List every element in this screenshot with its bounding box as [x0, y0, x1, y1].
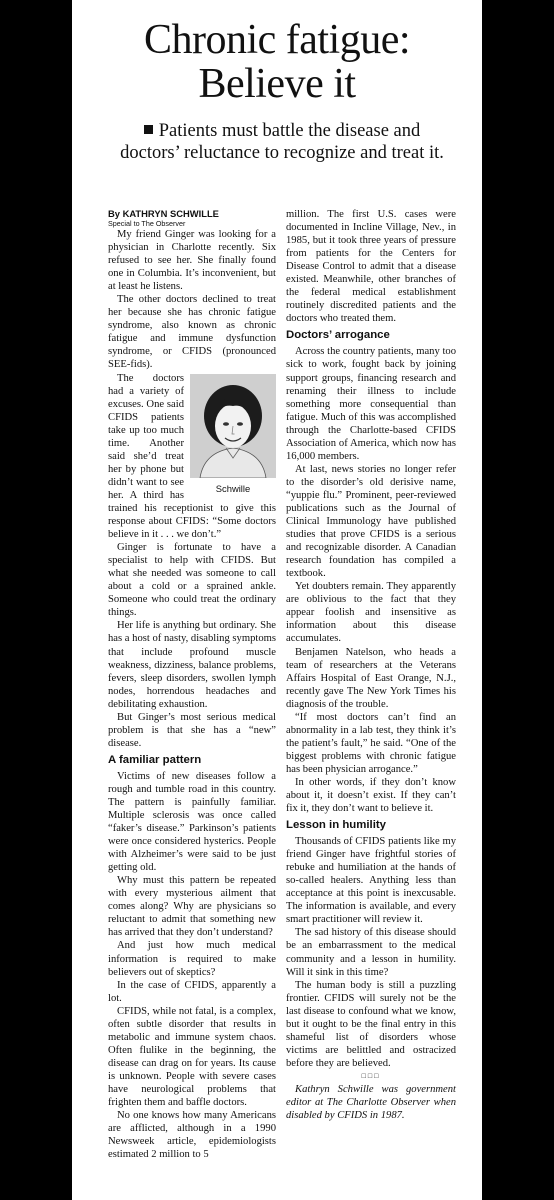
author-photo: [190, 374, 276, 478]
paragraph: “If most doctors can’t find an abnormality in a lab test, they think it’s the patient’s fault,” he said. “One of the biggest problems with chronic fatigue has been physician arrogance.”: [286, 711, 456, 775]
paragraph: The doctors had a variety of excuses. One said CFIDS patients take up too much time. Another said she’d treat her by phone but didn’t want to see her. A third has trained his receptionist to give this response about CFIDS: “Some doctors believe in it . . . we don’t.”: [108, 372, 276, 541]
portrait-image: [190, 374, 276, 478]
paragraph: No one knows how many Americans are afflicted, although in a 1990 Newsweek article, epidemiologists estimated 2 million to 5: [108, 1110, 276, 1161]
photo-caption: Schwille: [215, 482, 251, 494]
author-tagline: Kathryn Schwille was government editor at The Charlotte Observer when disabled by CFIDS in 1987.: [286, 1084, 456, 1122]
deck: [112, 120, 452, 164]
square-bullet-icon: [144, 125, 153, 134]
subhead-doctors-arrogance: Doctors’ arrogance: [286, 329, 390, 342]
paragraph: Ginger is fortunate to have a specialist to help with CFIDS. But what she needed was someone to call about a cold or a sprained ankle. Someone who could treat the ordinary things.: [108, 542, 276, 619]
byline-name: By KATHRYN SCHWILLE: [108, 208, 219, 219]
paragraph: Victims of new diseases follow a rough and tumble road in this country. The pattern is painfully familiar. Multiple sclerosis was once called “faker’s disease.” Parkinson’s patients were once considered hysterics. People with Alzheimer’s were said to be just getting old.: [108, 770, 276, 874]
author-photo-block: [190, 374, 276, 495]
headline-line-1: Chronic fatigue:: [143, 17, 411, 63]
paragraph: At last, news stories no longer refer to the disorder’s old derisive name, “yuppie flu.” Prominent, peer-reviewed publications such as the Journal of Clinical Immunology have published studies that prove CFIDS is a serious and recognizable disorder. A Canadian research foundation has compiled a textbook.: [286, 463, 456, 580]
paragraph: But Ginger’s most serious medical problem is that she has a “new” disease.: [108, 711, 276, 749]
paragraph: In the case of CFIDS, apparently a lot.: [108, 979, 276, 1004]
paragraph: Her life is anything but ordinary. She has a host of nasty, disabling symptoms that include profound muscle weakness, dizziness, balance problems, fevers, sleep disorders, swollen lymph nodes, horrendous headaches and debilitating exhaustion.: [108, 620, 276, 710]
byline-affiliation: Special to The Observer: [108, 219, 186, 228]
paragraph: The other doctors declined to treat her because she has chronic fatigue syndrome, also known as chronic fatigue and immune dysfunction syndrome, or CFIDS (pronounced SEE-fids).: [108, 294, 276, 371]
paragraph: The human body is still a puzzling frontier. CFIDS will surely not be the last disease to confound what we know, but it ought to be the final entry in this shameful list of disorders whose victims are belittled and ostracized before they are believed.: [286, 979, 456, 1069]
deck-text: Patients must battle the disease and doctors’ reluctance to recognize and treat it.: [120, 121, 444, 163]
paragraph: Across the country patients, many too sick to work, fought back by joining support groups, financing research and renaming their illness to include something more consequential than fatigue. Much of this was accomplished through the Charlotte-based CFIDS Association of America, which now has 16,000 members.: [286, 346, 456, 462]
end-mark: □□□: [361, 1071, 381, 1080]
subhead-familiar-pattern: A familiar pattern: [108, 753, 202, 766]
paragraph: In other words, if they don’t know about it, it doesn’t exist. If they can’t fix it, they don’t want to believe it.: [286, 776, 456, 815]
paragraph: The sad history of this disease should be an embarrassment to the medical community and a lesson in humility. Will it sink in this time?: [286, 927, 456, 978]
subhead-lesson-in-humility: Lesson in humility: [286, 819, 386, 832]
newspaper-clipping: [72, 0, 482, 1200]
paragraph: million. The first U.S. cases were documented in Incline Village, Nev., in 1985, but it took three years of pressure from patients for the Centers for Disease Control to admit that a disease existed. Meanwhile, other branches of the federal medical establishment routinely discredited patients and the doctors who treated them.: [286, 209, 456, 325]
paragraph: My friend Ginger was looking for a physician in Charlotte recently. Six refused to see her. She finally found one in Columbia. It’s inconvenient, but at least he listens.: [108, 229, 276, 293]
left-column: [108, 208, 276, 1161]
headline: [72, 18, 482, 106]
right-column: [286, 208, 456, 1122]
paragraph: Why must this pattern be repeated with every mysterious ailment that comes along? Why are physicians so reluctant to admit that something new has arrived that they don’t understand?: [108, 875, 276, 939]
paragraph: CFIDS, while not fatal, is a complex, often subtle disorder that results in metabolic and immune system chaos. Often flulike in the beginning, the disease can drag on for years. Its cause is unknown. People with severe cases have neurological problems that frighten them and baffle doctors.: [108, 1005, 276, 1109]
paragraph: Benjamen Natelson, who heads a team of researchers at the Veterans Affairs Hospital of East Orange, N.J., recently gave The New York Times his diagnosis of the trouble.: [286, 646, 456, 710]
paragraph: And just how much medical information is required to make believers out of skeptics?: [108, 940, 276, 978]
paragraph: Thousands of CFIDS patients like my friend Ginger have frightful stories of rebuke and humiliation at the hands of so-called healers. Anything less than acceptance at this point is inexcusable. The information is available, and every smart practitioner will review it.: [286, 836, 456, 926]
headline-line-2: Believe it: [198, 61, 356, 107]
paragraph: Yet doubters remain. They apparently are oblivious to the fact that they appear foolish and insensitive as information about this disease accumulates.: [286, 581, 456, 645]
